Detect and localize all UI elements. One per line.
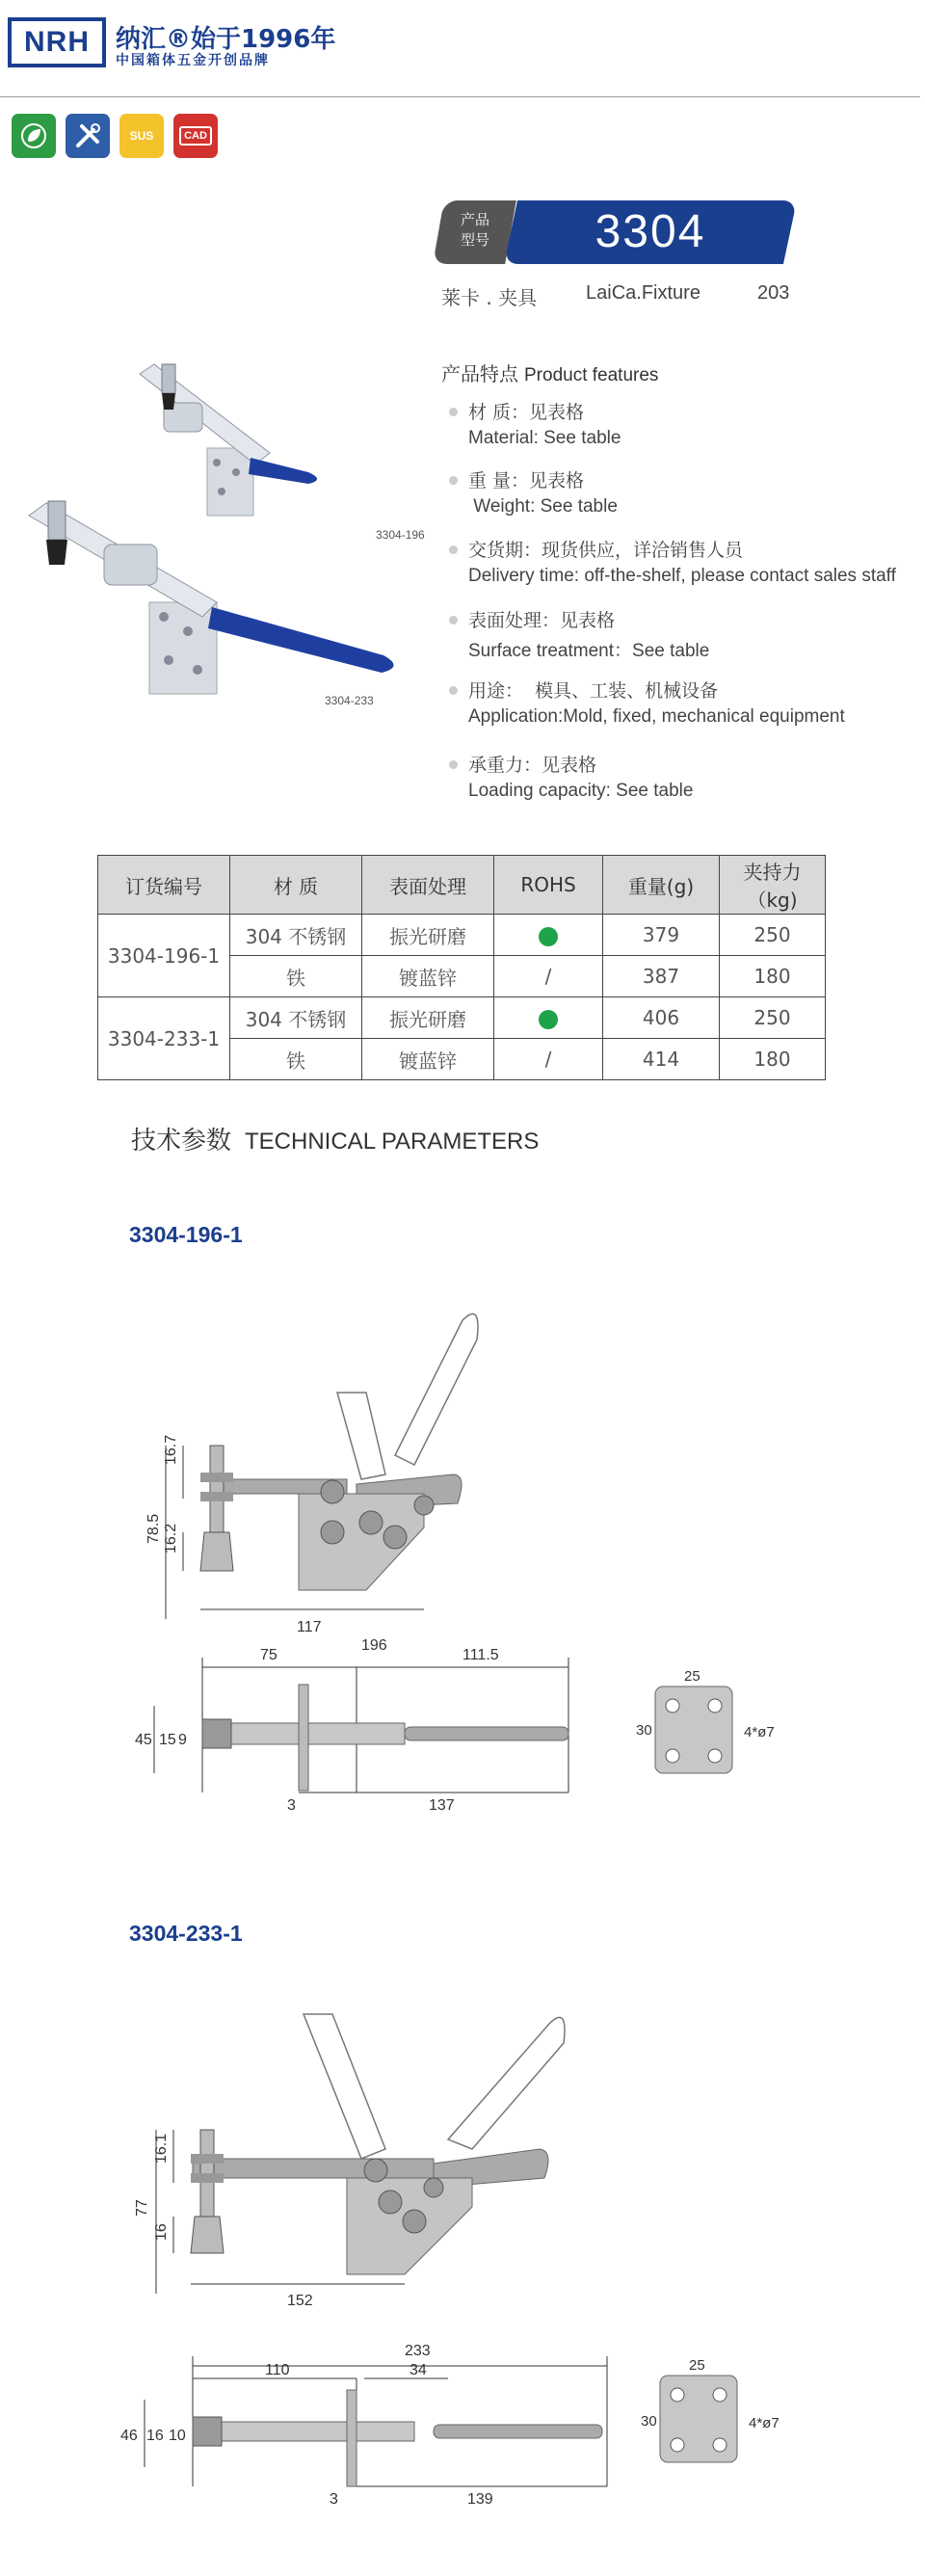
- features-title: [441, 359, 658, 386]
- dim-top-3: 34: [410, 2362, 427, 2378]
- weight: 387: [603, 956, 720, 997]
- weight: 379: [603, 915, 720, 956]
- dim-side-3: 16.2: [163, 1523, 179, 1554]
- dim-top-1: 233: [405, 2343, 431, 2359]
- feature-weight-en: Weight: See table: [468, 496, 618, 517]
- dim-top-4: 46: [120, 2428, 138, 2444]
- force: 250: [720, 997, 826, 1039]
- header-code: 订货编号: [98, 856, 230, 915]
- feature-application-en: Application:Mold, fixed, mechanical equipment: [468, 706, 845, 727]
- dim-top-6: 9: [178, 1732, 187, 1748]
- force: 250: [720, 915, 826, 956]
- dim-side-1: 16.1: [153, 2133, 170, 2164]
- top-view-196: [116, 1637, 597, 1814]
- feature-delivery-en: Delivery time: off-the-shelf, please contact sales staff: [468, 566, 896, 586]
- dim-plate-1: 25: [684, 1668, 700, 1685]
- brand-subtitle: 中国箱体五金开创品牌: [116, 53, 270, 68]
- force: 180: [720, 956, 826, 997]
- material: 304 不锈钢: [230, 915, 362, 956]
- model-number: 3304: [595, 206, 706, 257]
- dim-top-1: 75: [260, 1647, 278, 1663]
- dim-plate-2: 30: [636, 1722, 652, 1739]
- dim-top-2: 196: [361, 1637, 387, 1654]
- dim-side-1: 16.7: [163, 1434, 179, 1465]
- dim-side-4: 117: [297, 1619, 322, 1635]
- dim-top-5: 16: [146, 2428, 164, 2444]
- feature-application-cn: 用途： 模具、工装、机械设备: [468, 680, 719, 702]
- eco-leaf-icon: [12, 114, 56, 158]
- dim-side-2: 77: [134, 2199, 150, 2217]
- sus-icon: SUS: [119, 114, 164, 158]
- surface: 振光研磨: [362, 915, 494, 956]
- dim-plate-2: 30: [641, 2413, 657, 2430]
- features-title-en: Product features: [524, 365, 659, 385]
- dim-top-3: 111.5: [462, 1647, 499, 1663]
- side-view-233: [116, 2005, 617, 2332]
- dim-side-2: 78.5: [145, 1513, 162, 1544]
- dim-side-4: 152: [287, 2293, 313, 2309]
- cad-icon: CAD: [173, 114, 218, 158]
- force: 180: [720, 1039, 826, 1080]
- dim-top-8: 139: [467, 2491, 493, 2508]
- table-row: [98, 915, 826, 956]
- dim-top-2: 110: [265, 2362, 290, 2378]
- surface: 振光研磨: [362, 997, 494, 1039]
- weight: 406: [603, 997, 720, 1039]
- product-photo: [19, 357, 443, 732]
- dim-plate-3: 4*ø7: [749, 2415, 780, 2431]
- drawing-title-233: 3304-233-1: [129, 1921, 243, 1946]
- bullet-icon: [449, 476, 458, 485]
- photo-label-196: 3304-196: [376, 528, 425, 542]
- tech-title-en: TECHNICAL PARAMETERS: [245, 1129, 540, 1155]
- header-divider: [0, 96, 920, 97]
- bullet-icon: [449, 616, 458, 624]
- bullet-icon: [449, 760, 458, 769]
- feature-surface-cn: 表面处理：见表格: [468, 610, 616, 631]
- rohs: [494, 915, 603, 956]
- material: 304 不锈钢: [230, 997, 362, 1039]
- feature-material-en: Material: See table: [468, 428, 621, 448]
- top-view-233: [116, 2332, 617, 2506]
- dim-top-8: 137: [429, 1797, 455, 1814]
- header-surface: 表面处理: [362, 856, 494, 915]
- features-title-cn: 产品特点: [441, 362, 518, 385]
- rohs: /: [494, 1039, 603, 1080]
- category-en: LaiCa.Fixture: [586, 282, 700, 304]
- order-code: 3304-233-1: [98, 997, 230, 1080]
- bullet-icon: [449, 686, 458, 695]
- header-force: 夹持力（kg): [720, 856, 826, 915]
- surface: 镀蓝锌: [362, 956, 494, 997]
- dim-top-4: 45: [135, 1732, 152, 1748]
- rohs: /: [494, 956, 603, 997]
- rohs-dot-icon: [539, 1010, 558, 1029]
- order-code: 3304-196-1: [98, 915, 230, 997]
- surface: 镀蓝锌: [362, 1039, 494, 1080]
- rohs-dot-icon: [539, 927, 558, 946]
- tools-icon: [66, 114, 110, 158]
- dim-top-7: 3: [330, 2491, 338, 2508]
- photo-label-233: 3304-233: [325, 694, 374, 707]
- material: 铁: [230, 956, 362, 997]
- dim-top-5: 15: [159, 1732, 176, 1748]
- table-row: [98, 997, 826, 1039]
- logo-text: NRH: [24, 26, 90, 58]
- tech-title-cn: 技术参数: [131, 1127, 232, 1155]
- spec-table: [97, 855, 826, 1080]
- tech-title: [131, 1121, 539, 1156]
- dim-side-3: 16: [153, 2223, 170, 2241]
- dim-top-6: 10: [169, 2428, 186, 2444]
- material: 铁: [230, 1039, 362, 1080]
- dim-plate-1: 25: [689, 2357, 705, 2374]
- feature-load-en: Loading capacity: See table: [468, 781, 694, 801]
- category-code: 203: [757, 282, 790, 304]
- feature-material-cn: 材 质：见表格: [468, 402, 585, 423]
- header-weight: 重量(g): [603, 856, 720, 915]
- drawing-title-196: 3304-196-1: [129, 1222, 243, 1247]
- rohs: [494, 997, 603, 1039]
- nrh-logo: [8, 17, 106, 67]
- bullet-icon: [449, 408, 458, 416]
- dim-top-7: 3: [287, 1797, 296, 1814]
- product-tag-label: 产品 型号: [460, 211, 489, 249]
- feature-delivery-cn: 交货期：现货供应，详洽销售人员: [468, 540, 744, 561]
- table-header-row: [98, 856, 826, 915]
- bullet-icon: [449, 545, 458, 554]
- category-cn: 莱卡 . 夹具: [441, 286, 538, 309]
- feature-weight-cn: 重 量：见表格: [468, 470, 585, 491]
- feature-surface-en: Surface treatment：See table: [468, 641, 710, 661]
- feature-load-cn: 承重力：见表格: [468, 755, 597, 776]
- plate-view-233: [617, 2356, 809, 2482]
- plate-view-196: [617, 1667, 809, 1793]
- header-material: 材 质: [230, 856, 362, 915]
- side-view-196: [116, 1301, 597, 1648]
- header-rohs: ROHS: [494, 856, 603, 915]
- dim-plate-3: 4*ø7: [744, 1724, 775, 1740]
- brand-slogan: 纳汇®始于1996年: [116, 25, 336, 54]
- weight: 414: [603, 1039, 720, 1080]
